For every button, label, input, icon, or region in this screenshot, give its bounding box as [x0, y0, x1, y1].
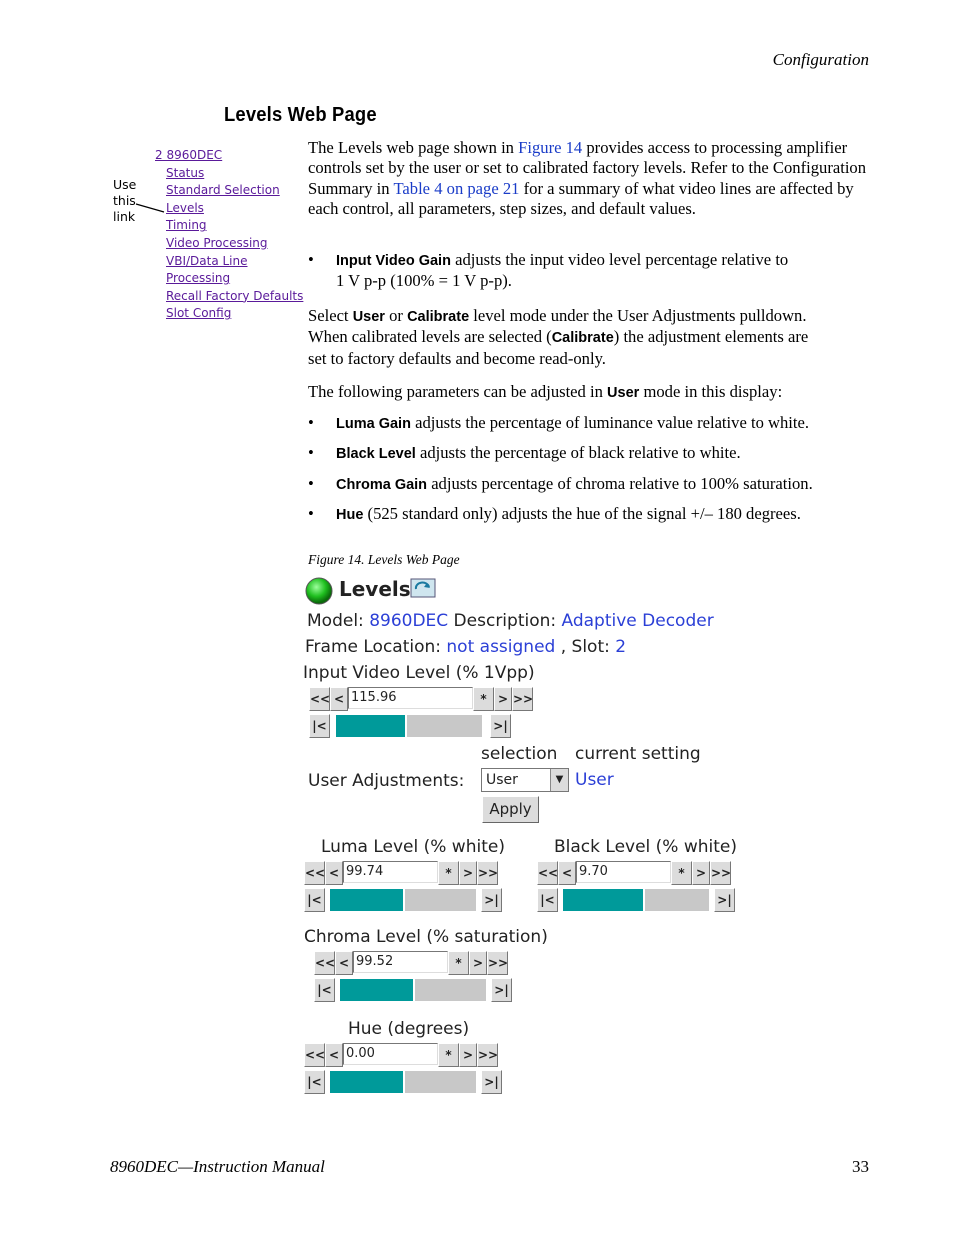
text: Select: [308, 306, 353, 325]
frame-location-value[interactable]: not assigned: [446, 637, 556, 657]
step-down-button[interactable]: <: [335, 951, 353, 975]
bullet-dot: •: [308, 474, 314, 493]
input-video-level-field[interactable]: 115.96: [348, 687, 473, 709]
black-level-control: [537, 861, 739, 913]
slider-track: [405, 889, 476, 911]
selection-column-header: selection: [481, 744, 558, 764]
term: Calibrate: [551, 330, 614, 347]
term: Hue: [336, 507, 364, 523]
text: set to factory defaults and become read-only.: [308, 348, 606, 368]
text: provides access to processing amplifier controls set by the user or set to calibrated factory levels. Refer to the Configuration Summary in: [308, 138, 867, 198]
callout-leader-line: [134, 200, 166, 216]
text: (525 standard only) adjusts the hue of the signal +/– 180 degrees.: [363, 504, 801, 523]
go-max-button[interactable]: >|: [481, 888, 502, 912]
hue-control: [304, 1043, 506, 1095]
refresh-icon[interactable]: [410, 578, 436, 598]
go-max-button[interactable]: >|: [714, 888, 735, 912]
level-slider[interactable]: [336, 714, 482, 738]
term: User: [607, 385, 640, 401]
term: Chroma Gain: [336, 477, 428, 493]
reset-button[interactable]: *: [473, 687, 494, 711]
slider-fill: [563, 889, 643, 911]
nav-item-standard-selection[interactable]: Standard Selection: [166, 183, 280, 198]
slot-label: , Slot:: [555, 637, 616, 657]
term: User: [352, 309, 385, 325]
nav-item-timing[interactable]: Timing: [166, 218, 207, 233]
go-min-button[interactable]: |<: [309, 714, 330, 738]
step-up-large-button[interactable]: >>: [512, 687, 533, 711]
step-down-button[interactable]: <: [330, 687, 348, 711]
figure-link[interactable]: Figure 14: [518, 138, 583, 157]
go-max-button[interactable]: >|: [491, 978, 512, 1002]
text: mode in this display:: [639, 382, 783, 401]
black-level-field[interactable]: 9.70: [576, 861, 671, 883]
nav-item-levels[interactable]: Levels: [166, 200, 204, 215]
black-level-label: Black Level (% white): [554, 837, 738, 857]
current-setting-column-header: current setting: [575, 744, 701, 764]
mode-paragraph: [308, 306, 873, 369]
go-max-button[interactable]: >|: [481, 1070, 502, 1094]
model-value: 8960DEC: [369, 611, 449, 631]
luma-level-control: [304, 861, 506, 913]
step-up-large-button[interactable]: >>: [477, 1043, 498, 1067]
section-heading: Levels Web Page: [224, 104, 377, 126]
callout-line-1: Use: [113, 177, 137, 192]
description-label: Description:: [448, 611, 562, 631]
chroma-level-field[interactable]: 99.52: [353, 951, 448, 973]
frame-location-line: [305, 637, 626, 657]
text: The following parameters can be adjusted in: [308, 382, 608, 401]
bullet-dot: •: [308, 443, 314, 462]
luma-level-field[interactable]: 99.74: [343, 861, 438, 883]
callout-line-2: this: [113, 193, 136, 208]
step-up-button[interactable]: >: [459, 1043, 477, 1067]
go-min-button[interactable]: |<: [304, 888, 325, 912]
chroma-level-label: Chroma Level (% saturation): [304, 927, 548, 947]
hue-field[interactable]: 0.00: [343, 1043, 438, 1065]
description-value: Adaptive Decoder: [561, 611, 714, 631]
term: Calibrate: [407, 309, 470, 325]
step-down-large-button[interactable]: <<: [537, 861, 558, 885]
slider-fill: [340, 979, 413, 1001]
slider-fill: [330, 1071, 403, 1093]
apply-button[interactable]: Apply: [482, 796, 539, 823]
level-slider[interactable]: [330, 1070, 476, 1094]
nav-item-slot-config[interactable]: Slot Config: [166, 306, 232, 321]
bullet-dot: •: [308, 413, 314, 432]
callout-label: [113, 177, 136, 225]
text: The Levels web page shown in: [308, 138, 519, 157]
chroma-level-control: [314, 951, 516, 1003]
term: Input Video Gain: [336, 253, 451, 269]
input-video-level-control: [309, 687, 534, 739]
go-max-button[interactable]: >|: [490, 714, 511, 738]
chevron-down-icon[interactable]: ▼: [550, 769, 568, 791]
status-led-icon: [304, 576, 334, 606]
intro-paragraph: [308, 138, 873, 220]
text: level mode under the User Adjustments pulldown.: [469, 306, 807, 325]
text: adjusts the percentage of black relative to white.: [415, 443, 741, 462]
text: adjusts the percentage of luminance value relative to white.: [410, 413, 810, 432]
step-up-large-button[interactable]: >>: [487, 951, 508, 975]
step-down-button[interactable]: <: [325, 1043, 343, 1067]
text: ) the adjustment elements are: [613, 327, 809, 347]
nav-item-video-processing[interactable]: Video Processing: [166, 235, 268, 250]
model-label: Model:: [307, 611, 370, 631]
term: Black Level: [336, 446, 416, 462]
callout-line-3: link: [113, 209, 136, 224]
step-up-button[interactable]: >: [692, 861, 710, 885]
text: or: [384, 306, 408, 325]
user-adjustments-label: User Adjustments:: [308, 771, 465, 791]
text: 1 V p-p (100% = 1 V p-p).: [336, 271, 512, 291]
user-adjustments-select[interactable]: [481, 768, 569, 792]
go-min-button[interactable]: |<: [314, 978, 335, 1002]
level-slider[interactable]: [330, 888, 476, 912]
table-link[interactable]: Table 4 on page 21: [393, 178, 520, 198]
slider-track: [407, 715, 482, 737]
params-paragraph: [308, 382, 873, 403]
step-down-large-button[interactable]: <<: [309, 687, 330, 711]
slider-track: [645, 889, 709, 911]
bullet-dot: •: [308, 504, 314, 523]
hue-label: Hue (degrees): [348, 1019, 470, 1039]
slider-track: [405, 1071, 476, 1093]
running-header: Configuration: [772, 50, 869, 69]
step-down-large-button[interactable]: <<: [304, 1043, 325, 1067]
levels-page-title: Levels: [339, 577, 411, 601]
reset-button[interactable]: *: [671, 861, 692, 885]
go-min-button[interactable]: |<: [304, 1070, 325, 1094]
nav-item-processing[interactable]: Processing: [166, 271, 231, 286]
nav-item-recall-factory-defaults[interactable]: Recall Factory Defaults: [166, 288, 304, 303]
slot-value: 2: [615, 637, 627, 657]
step-down-large-button[interactable]: <<: [304, 861, 325, 885]
nav-tree: [155, 147, 303, 323]
step-down-button[interactable]: <: [558, 861, 576, 885]
text: for a summary of what video lines are affected by each control, all parameters, step sizes, and default values.: [308, 178, 854, 219]
text: adjusts the input video level percentage relative to: [450, 250, 789, 269]
slider-fill: [330, 889, 403, 911]
nav-item-root[interactable]: 2 8960DEC: [155, 148, 223, 162]
luma-level-label: Luma Level (% white): [321, 837, 505, 857]
current-setting-value: User: [575, 770, 614, 790]
frame-location-label: Frame Location:: [305, 637, 447, 657]
nav-item-status[interactable]: Status: [166, 165, 205, 180]
step-down-button[interactable]: <: [325, 861, 343, 885]
reset-button[interactable]: *: [448, 951, 469, 975]
model-line: [307, 611, 714, 631]
step-up-button[interactable]: >: [459, 861, 477, 885]
figure-caption: Figure 14. Levels Web Page: [308, 552, 460, 567]
page-number: 33: [852, 1157, 869, 1176]
input-video-level-label: Input Video Level (% 1Vpp): [303, 663, 535, 683]
step-down-large-button[interactable]: <<: [314, 951, 335, 975]
step-up-button[interactable]: >: [469, 951, 487, 975]
slider-track: [415, 979, 486, 1001]
level-slider[interactable]: [563, 888, 709, 912]
step-up-button[interactable]: >: [494, 687, 512, 711]
footer-manual-title: 8960DEC—Instruction Manual: [110, 1157, 325, 1176]
step-up-large-button[interactable]: >>: [710, 861, 731, 885]
nav-item-vbi-data-line[interactable]: VBI/Data Line: [166, 253, 248, 268]
slider-fill: [336, 715, 405, 737]
bullet-dot: •: [308, 250, 314, 269]
text: adjusts percentage of chroma relative to 100% saturation.: [427, 474, 813, 493]
level-slider[interactable]: [340, 978, 486, 1002]
reset-button[interactable]: *: [438, 861, 459, 885]
term: Luma Gain: [336, 416, 411, 432]
select-value: User: [486, 772, 518, 788]
step-up-large-button[interactable]: >>: [477, 861, 498, 885]
go-min-button[interactable]: |<: [537, 888, 558, 912]
text: When calibrated levels are selected (: [308, 327, 552, 347]
reset-button[interactable]: *: [438, 1043, 459, 1067]
